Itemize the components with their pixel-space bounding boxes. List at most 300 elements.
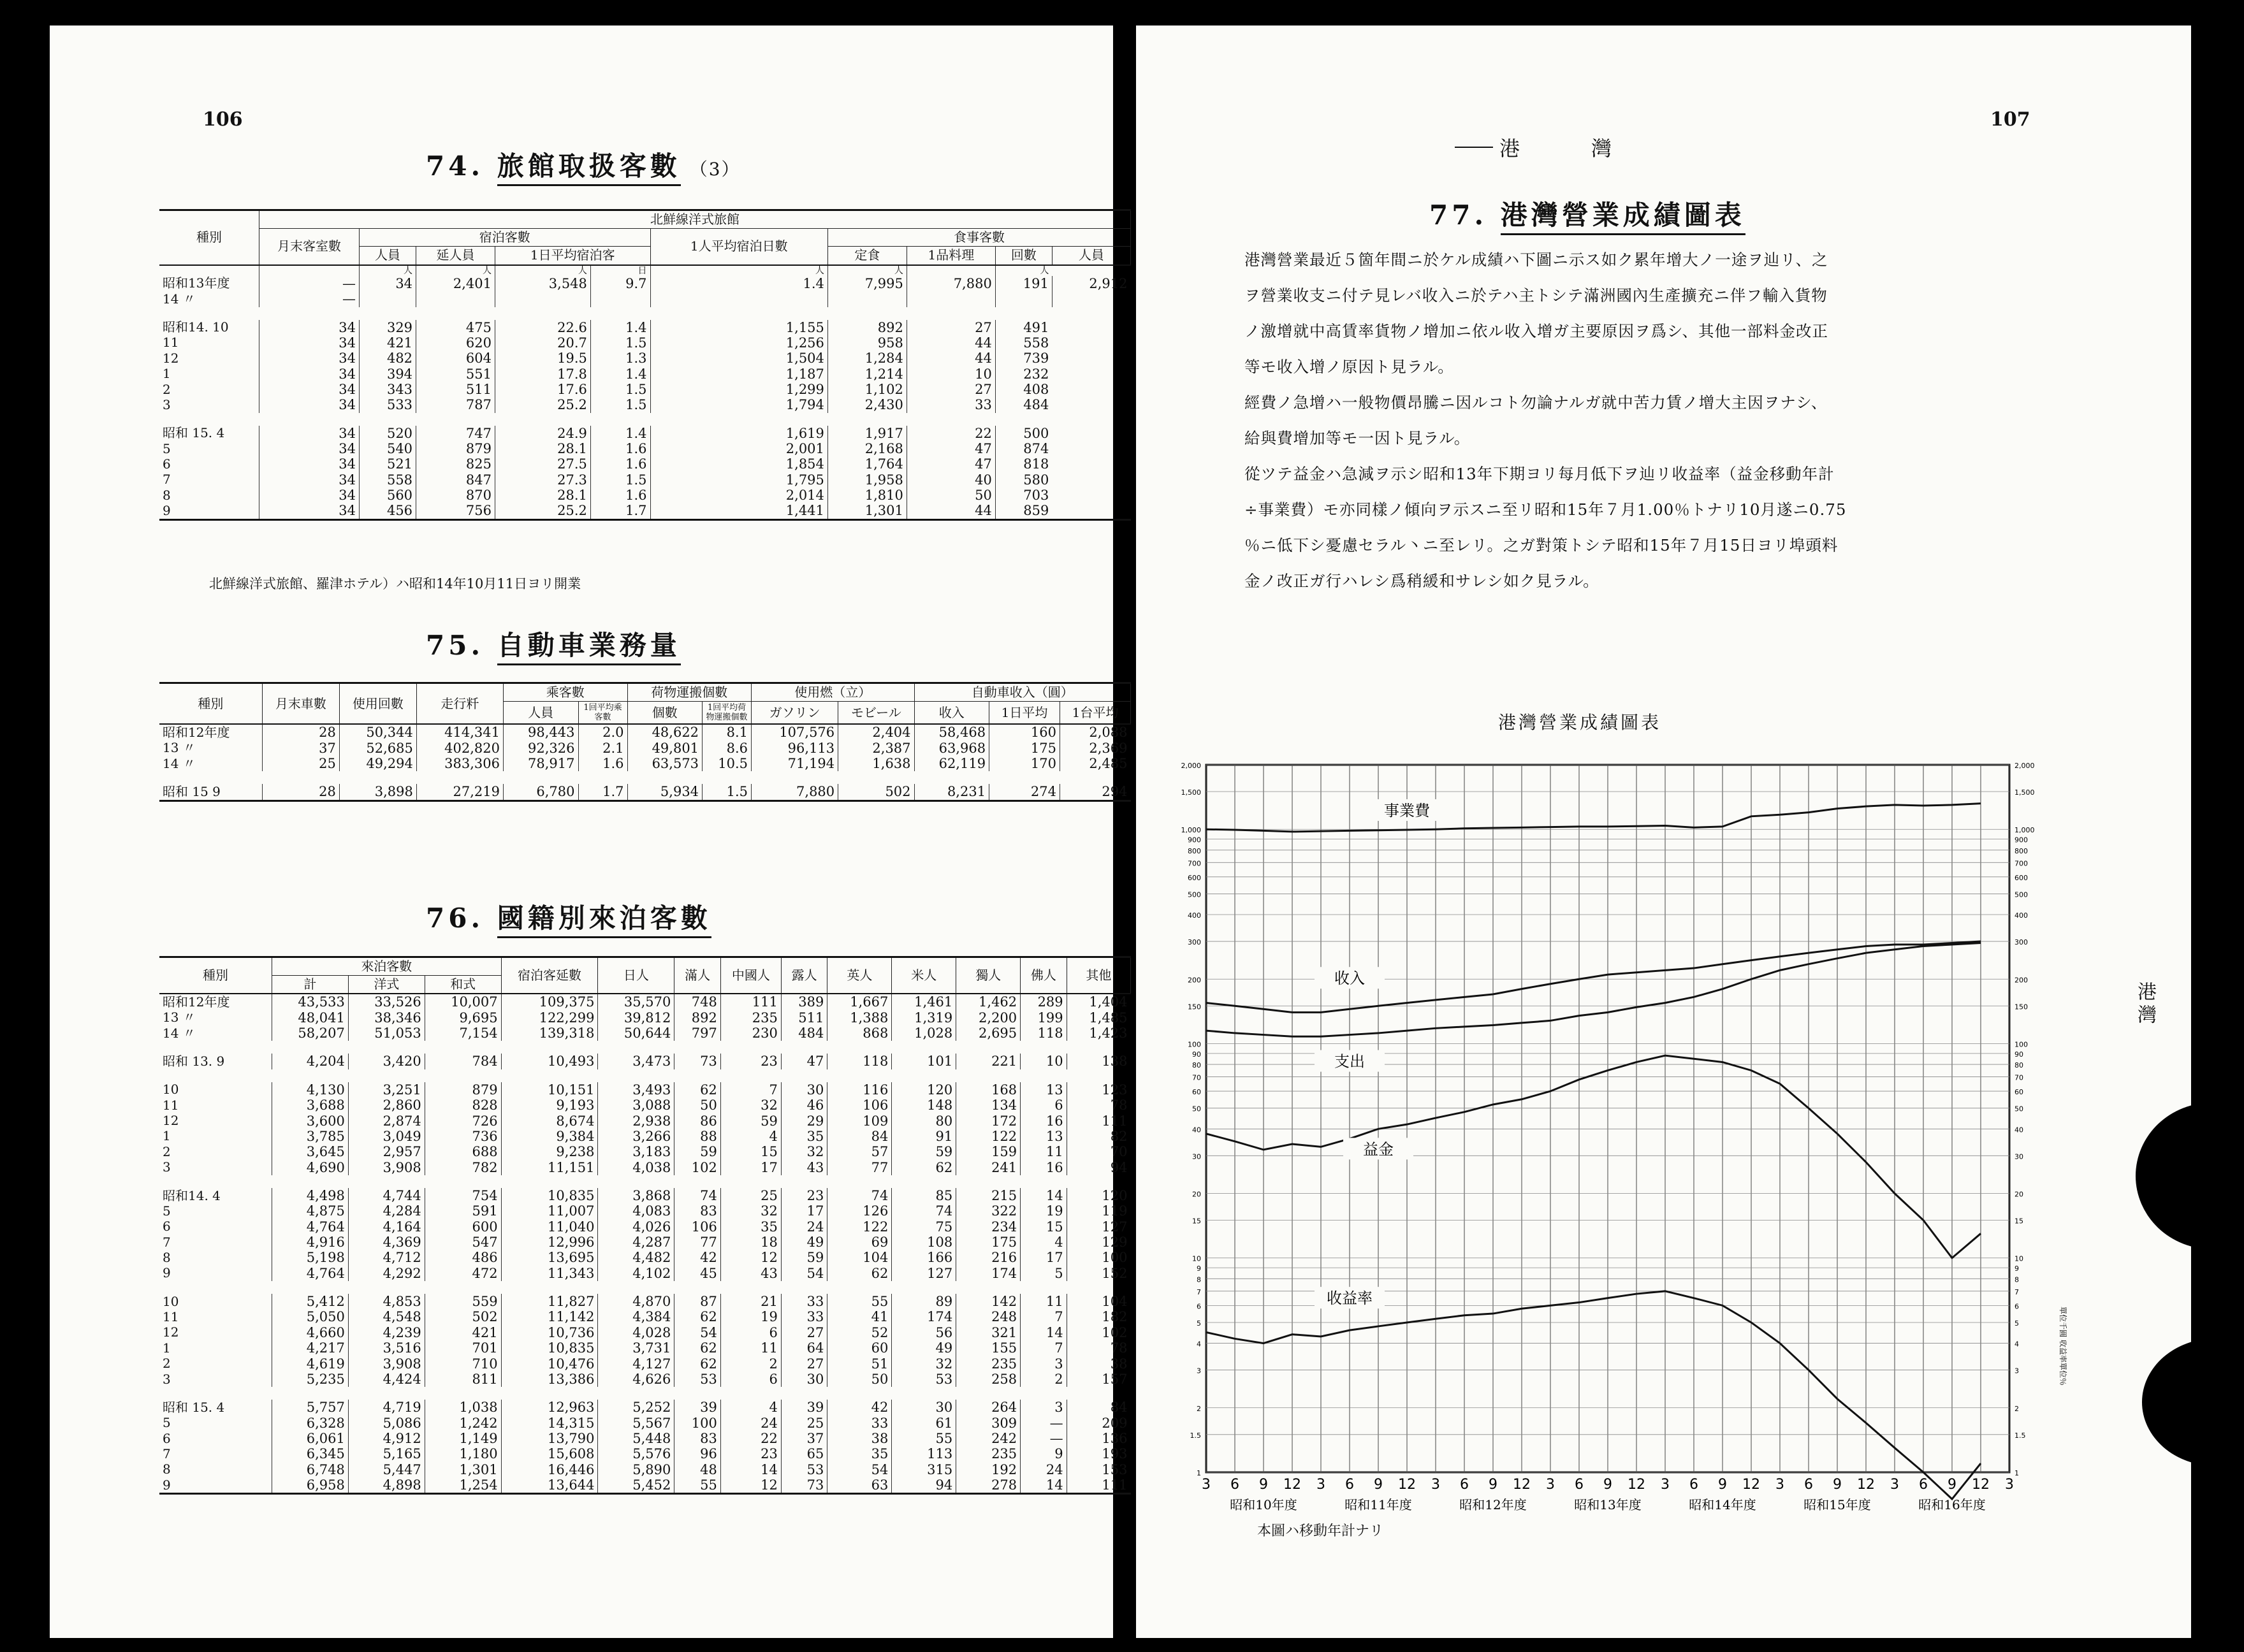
table-cell: 84 bbox=[827, 1129, 892, 1144]
table-cell: 59 bbox=[892, 1144, 956, 1159]
table-cell: 4,287 bbox=[598, 1235, 674, 1250]
t75-h-pass-n: 人員 bbox=[503, 702, 578, 725]
table-row bbox=[159, 1188, 1131, 1203]
unit-cell: 人 bbox=[360, 265, 416, 276]
table-cell: 27 bbox=[781, 1325, 827, 1340]
table-cell: 4,239 bbox=[348, 1325, 425, 1340]
table-cell: 44 bbox=[907, 351, 995, 366]
table-cell: 2,001 bbox=[650, 441, 827, 456]
table-cell: 5,198 bbox=[272, 1250, 349, 1265]
table-cell: 104 bbox=[827, 1250, 892, 1265]
table-cell: 27 bbox=[907, 382, 995, 397]
table-cell: 159 bbox=[956, 1144, 1021, 1159]
table-cell: 39,812 bbox=[598, 1010, 674, 1025]
table-cell: 39 bbox=[674, 1400, 721, 1415]
table-cell: 73 bbox=[674, 1054, 721, 1069]
row-label: 12 bbox=[163, 350, 179, 366]
y-tick-right: 15 bbox=[2014, 1217, 2023, 1226]
table-cell: 116 bbox=[827, 1082, 892, 1098]
row-label: 5 bbox=[163, 440, 171, 456]
table-cell: 48,041 bbox=[272, 1010, 349, 1025]
page-number-right: 107 bbox=[1990, 108, 2030, 131]
table-cell: 74 bbox=[892, 1203, 956, 1219]
t74-h-avgdays: 1人平均宿泊日數 bbox=[650, 229, 827, 265]
y-tick-left: 30 bbox=[1192, 1152, 1201, 1161]
table-cell: 4,548 bbox=[348, 1309, 425, 1324]
table-cell: 9,193 bbox=[501, 1098, 598, 1113]
table-row bbox=[159, 1160, 1131, 1175]
table-cell: 101 bbox=[892, 1054, 956, 1069]
row-label: 3 bbox=[163, 1159, 171, 1175]
table-cell: 17 bbox=[781, 1203, 827, 1219]
table-cell: 10,835 bbox=[501, 1188, 598, 1203]
table-cell: 6 bbox=[1021, 1098, 1067, 1113]
table-cell: 160 bbox=[989, 724, 1060, 740]
table-cell: 7 bbox=[1021, 1340, 1067, 1356]
t76-h-col-6: 獨人 bbox=[956, 957, 1021, 994]
table-cell: 62 bbox=[674, 1340, 721, 1356]
unit-cell bbox=[907, 265, 995, 276]
table-cell: 5,447 bbox=[348, 1462, 425, 1477]
table-cell: 4,164 bbox=[348, 1219, 425, 1235]
table-cell: 193 bbox=[1067, 1446, 1130, 1461]
t74-h-rooms: 月末客室數 bbox=[259, 229, 360, 265]
x-tick-label: 6 bbox=[1230, 1477, 1239, 1493]
chart-title: 港灣營業成績圖表 bbox=[1498, 712, 1662, 733]
chart-77 bbox=[1136, 733, 2191, 1568]
table-row bbox=[159, 503, 1131, 519]
t76-h-japanese: 和式 bbox=[425, 976, 501, 994]
y-tick-left: 7 bbox=[1197, 1287, 1201, 1296]
table-cell: 500 bbox=[995, 426, 1052, 441]
table-cell: 540 bbox=[360, 441, 416, 456]
table-cell: 4,626 bbox=[598, 1372, 674, 1387]
table-cell: — bbox=[259, 276, 360, 291]
table-cell: 1,214 bbox=[827, 366, 907, 382]
t76-h-col-0: 日人 bbox=[598, 957, 674, 994]
table-cell: 11,142 bbox=[501, 1309, 598, 1324]
table-cell: 120 bbox=[1067, 1188, 1130, 1203]
table-cell: 34 bbox=[259, 441, 360, 456]
table-cell: 2,200 bbox=[956, 1010, 1021, 1025]
table-cell: 5,412 bbox=[272, 1294, 349, 1309]
y-tick-right: 300 bbox=[2014, 938, 2028, 947]
x-tick-label: 12 bbox=[1857, 1477, 1875, 1493]
table-cell: 1.4 bbox=[590, 366, 650, 382]
table-cell: 475 bbox=[416, 320, 495, 335]
table-cell: 13,695 bbox=[501, 1250, 598, 1265]
y-tick-left: 300 bbox=[1188, 938, 1201, 947]
table-cell: 27,219 bbox=[416, 784, 503, 801]
x-tick-label: 6 bbox=[1575, 1477, 1584, 1493]
section-number-75: 75. bbox=[426, 630, 484, 661]
table-cell: 818 bbox=[995, 456, 1052, 472]
table-cell: 248 bbox=[956, 1309, 1021, 1324]
table-cell: 58,468 bbox=[914, 724, 989, 740]
y-tick-right: 4 bbox=[2014, 1340, 2019, 1349]
table-cell: 34 bbox=[259, 426, 360, 441]
table-cell: 54 bbox=[827, 1462, 892, 1477]
table-cell: 2,485 bbox=[1060, 756, 1130, 771]
table-cell: 172 bbox=[956, 1113, 1021, 1129]
row-label: 9 bbox=[163, 503, 171, 519]
table-row bbox=[159, 1219, 1131, 1235]
table-cell: 75 bbox=[892, 1219, 956, 1235]
table-cell: 64 bbox=[781, 1340, 827, 1356]
table-cell bbox=[416, 291, 495, 307]
table-row bbox=[159, 472, 1131, 488]
table-cell: 83 bbox=[674, 1203, 721, 1219]
y-tick-right: 80 bbox=[2014, 1061, 2023, 1070]
x-tick-label: 9 bbox=[1718, 1477, 1727, 1493]
table-row bbox=[159, 1129, 1131, 1144]
table-cell: 1,667 bbox=[827, 994, 892, 1010]
table-row bbox=[159, 366, 1131, 382]
table-cell: 58,207 bbox=[272, 1025, 349, 1041]
title-74 bbox=[426, 145, 741, 184]
row-label: 5 bbox=[163, 1415, 171, 1431]
table-cell: 1,619 bbox=[650, 426, 827, 441]
series-label: 事業費 bbox=[1384, 801, 1430, 820]
row-label: 7 bbox=[163, 1446, 171, 1461]
table-cell: 27 bbox=[907, 320, 995, 335]
table-cell: 4,369 bbox=[348, 1235, 425, 1250]
table-cell: 139,318 bbox=[501, 1025, 598, 1041]
series-label: 收益率 bbox=[1327, 1289, 1373, 1308]
row-label: 11 bbox=[163, 1097, 179, 1113]
row-label: 7 bbox=[163, 472, 171, 488]
table-cell: 113 bbox=[892, 1446, 956, 1461]
table-cell: 3,473 bbox=[598, 1054, 674, 1069]
y-tick-right: 40 bbox=[2014, 1126, 2023, 1134]
table-cell: 2,387 bbox=[838, 741, 914, 756]
table-cell: 4,853 bbox=[348, 1294, 425, 1309]
table-row bbox=[159, 1203, 1131, 1219]
unit-cell: 人 bbox=[827, 265, 907, 276]
table-cell: 1,423 bbox=[1067, 1025, 1130, 1041]
table-cell: 1.6 bbox=[590, 441, 650, 456]
table-cell: 456 bbox=[360, 503, 416, 519]
t76-h-col-3: 露人 bbox=[781, 957, 827, 994]
table-cell: 192 bbox=[956, 1462, 1021, 1477]
table-cell: 49 bbox=[781, 1235, 827, 1250]
table-cell: 1,299 bbox=[650, 382, 827, 397]
table-cell: 1.5 bbox=[590, 397, 650, 412]
table-cell: 142 bbox=[956, 1294, 1021, 1309]
table-cell: 91 bbox=[892, 1129, 956, 1144]
table-cell: 1,319 bbox=[892, 1010, 956, 1025]
y-tick-left: 2,000 bbox=[1181, 762, 1201, 770]
table-cell: 25.2 bbox=[495, 503, 591, 519]
y-tick-left: 1,000 bbox=[1181, 826, 1201, 835]
table-cell: 4,482 bbox=[598, 1250, 674, 1265]
table-cell: 61 bbox=[892, 1416, 956, 1431]
x-tick-label: 12 bbox=[1972, 1477, 1990, 1493]
table-cell: 50 bbox=[674, 1098, 721, 1113]
table-cell: 209 bbox=[1067, 1416, 1130, 1431]
para-line: 經費ノ急增ハ一般物價昂騰ニ因ルコト勿論ナルガ就中苦力賃ノ增大主因ヲナシ、 bbox=[1244, 393, 1828, 412]
table-cell: 1,254 bbox=[425, 1477, 501, 1494]
section-part-74: （3） bbox=[689, 159, 741, 180]
table-row bbox=[159, 1098, 1131, 1113]
table-cell: 414,341 bbox=[416, 724, 503, 740]
table-cell: 11 bbox=[720, 1340, 781, 1356]
table-cell: 118 bbox=[827, 1054, 892, 1069]
table-cell: 38 bbox=[1067, 1356, 1130, 1372]
table-cell: 47 bbox=[907, 441, 995, 456]
x-tick-label: 9 bbox=[1603, 1477, 1612, 1493]
t75-body bbox=[159, 724, 1131, 801]
t74-h-set: 定食 bbox=[827, 247, 907, 265]
table-cell: 4 bbox=[720, 1400, 781, 1415]
table-cell: 3 bbox=[1021, 1356, 1067, 1372]
y-tick-right: 700 bbox=[2014, 859, 2028, 868]
x-group-label: 昭和11年度 bbox=[1344, 1497, 1412, 1512]
table-cell: 94 bbox=[892, 1477, 956, 1494]
t76-h-total: 計 bbox=[272, 976, 349, 994]
table-row bbox=[159, 1294, 1131, 1309]
x-group-label: 昭和10年度 bbox=[1230, 1497, 1297, 1512]
y-tick-left: 800 bbox=[1188, 846, 1201, 855]
section-number-74: 74. bbox=[426, 150, 484, 182]
x-tick-label: 9 bbox=[1833, 1477, 1842, 1493]
table-cell: 787 bbox=[416, 397, 495, 412]
x-tick-label: 6 bbox=[1460, 1477, 1469, 1493]
table-cell: 1,441 bbox=[650, 503, 827, 519]
table-cell: 122 bbox=[956, 1129, 1021, 1144]
table-cell: 51 bbox=[827, 1356, 892, 1372]
para-line: 給與費增加等モ一因ト見ラル。 bbox=[1244, 429, 1471, 447]
table-cell: 19 bbox=[720, 1309, 781, 1324]
section-number-77: 77. bbox=[1429, 199, 1488, 231]
table-cell: 558 bbox=[995, 335, 1052, 351]
x-tick-label: 9 bbox=[1259, 1477, 1268, 1493]
table-cell bbox=[360, 291, 416, 307]
table-cell: 4,916 bbox=[272, 1235, 349, 1250]
table-cell: 491 bbox=[995, 320, 1052, 335]
table-cell: 5,452 bbox=[598, 1477, 674, 1494]
table-cell: 559 bbox=[425, 1294, 501, 1309]
unit-cell: 人 bbox=[650, 265, 827, 276]
table-cell: 34 bbox=[259, 397, 360, 412]
table-cell: 321 bbox=[956, 1325, 1021, 1340]
y-tick-right: 100 bbox=[2014, 1040, 2028, 1049]
table-cell: 148 bbox=[892, 1098, 956, 1113]
row-label: 7 bbox=[163, 1234, 171, 1250]
t74-h-bq-times: 回數 bbox=[995, 247, 1052, 265]
table-cell: 62 bbox=[674, 1309, 721, 1324]
table-cell: 6,328 bbox=[272, 1416, 349, 1431]
table-cell: 4,619 bbox=[272, 1356, 349, 1372]
table-cell: 33 bbox=[781, 1309, 827, 1324]
table-cell: 4,102 bbox=[598, 1266, 674, 1281]
table-cell: 4,127 bbox=[598, 1356, 674, 1372]
x-tick-label: 3 bbox=[1316, 1477, 1325, 1493]
table-cell: 3,908 bbox=[348, 1356, 425, 1372]
table-row bbox=[159, 724, 1131, 740]
y-tick-right: 1,000 bbox=[2014, 826, 2035, 835]
series-line-0 bbox=[1206, 801, 1981, 832]
table-cell: 25.2 bbox=[495, 397, 591, 412]
table-cell: 1.5 bbox=[590, 382, 650, 397]
row-label: 8 bbox=[163, 487, 171, 503]
x-tick-label: 12 bbox=[1283, 1477, 1301, 1493]
para-line: ÷事業費）モ亦同樣ノ傾向ヲ示スニ至リ昭和15年７月1.00％トナリ10月遂ニ0.75 bbox=[1244, 500, 1847, 519]
table-cell: 19.5 bbox=[495, 351, 591, 366]
table-cell bbox=[1052, 291, 1130, 307]
table-cell: 472 bbox=[425, 1266, 501, 1281]
table-cell bbox=[827, 291, 907, 307]
table-cell: 35 bbox=[827, 1446, 892, 1461]
table-cell: 2,912 bbox=[1052, 276, 1130, 291]
table-cell: 34 bbox=[259, 456, 360, 472]
row-label: 8 bbox=[163, 1249, 171, 1265]
table-cell: 1.4 bbox=[650, 276, 827, 291]
table-cell: 44 bbox=[907, 503, 995, 519]
table-cell: 53 bbox=[674, 1372, 721, 1387]
table-cell: 98,443 bbox=[503, 724, 578, 740]
y-tick-left: 100 bbox=[1188, 1040, 1201, 1049]
table-row bbox=[159, 335, 1131, 351]
table-cell: 6,345 bbox=[272, 1446, 349, 1461]
table-cell: 1,795 bbox=[650, 472, 827, 488]
table-cell: 1,256 bbox=[650, 335, 827, 351]
table-cell: 107,576 bbox=[752, 724, 838, 740]
table-cell: 168 bbox=[956, 1082, 1021, 1098]
y-tick-left: 600 bbox=[1188, 873, 1201, 882]
table-cell: 32 bbox=[781, 1144, 827, 1159]
table-cell: 3,785 bbox=[272, 1129, 349, 1144]
table-cell: 15 bbox=[720, 1144, 781, 1159]
table-cell: 1.5 bbox=[703, 784, 752, 801]
table-cell: 33,526 bbox=[348, 994, 425, 1010]
table-cell: 739 bbox=[995, 351, 1052, 366]
spacer-row bbox=[159, 1387, 1131, 1400]
y-tick-left: 1,500 bbox=[1181, 788, 1201, 797]
row-label: 14 〃 bbox=[163, 755, 196, 771]
table-cell: 27.3 bbox=[495, 472, 591, 488]
table-cell: 65 bbox=[781, 1446, 827, 1461]
y-tick-left: 1.5 bbox=[1190, 1431, 1201, 1440]
table-cell: 32 bbox=[720, 1203, 781, 1219]
table-cell: 3,266 bbox=[598, 1129, 674, 1144]
table-cell: 551 bbox=[416, 366, 495, 382]
table-cell: 3,548 bbox=[495, 276, 591, 291]
table-cell: 1.6 bbox=[590, 488, 650, 503]
table-cell: 484 bbox=[995, 397, 1052, 412]
table-cell: 55 bbox=[674, 1477, 721, 1494]
table-cell: 600 bbox=[425, 1219, 501, 1235]
table-cell: 34 bbox=[259, 366, 360, 382]
table-cell: 42 bbox=[827, 1400, 892, 1415]
table-cell: 5,050 bbox=[272, 1309, 349, 1324]
t74-h-person-days: 延人員 bbox=[416, 247, 495, 265]
table-cell: 1.3 bbox=[590, 351, 650, 366]
y-tick-right: 70 bbox=[2014, 1073, 2023, 1082]
table-cell: 62,119 bbox=[914, 756, 989, 771]
table-cell: 4,204 bbox=[272, 1054, 349, 1069]
table-cell: 289 bbox=[1021, 994, 1067, 1010]
series-label: 收入 bbox=[1334, 969, 1365, 988]
table-cell: 28 bbox=[262, 784, 339, 801]
y-tick-left: 1 bbox=[1197, 1469, 1201, 1477]
table-cell: 710 bbox=[425, 1356, 501, 1372]
table-cell: 9 bbox=[1021, 1446, 1067, 1461]
y-tick-right: 800 bbox=[2014, 846, 2028, 855]
table-cell: 1,155 bbox=[650, 320, 827, 335]
table-cell: 20.7 bbox=[495, 335, 591, 351]
table-cell: 533 bbox=[360, 397, 416, 412]
table-row bbox=[159, 291, 1131, 307]
table-row bbox=[159, 1477, 1131, 1494]
table-cell: 7,154 bbox=[425, 1025, 501, 1041]
table-cell: 958 bbox=[827, 335, 907, 351]
table-cell: 17.6 bbox=[495, 382, 591, 397]
t76-h-stub: 種別 bbox=[159, 957, 272, 994]
table-cell: 127 bbox=[1067, 1219, 1130, 1235]
table-cell: 15,608 bbox=[501, 1446, 598, 1461]
table-cell: 8,674 bbox=[501, 1113, 598, 1129]
table-cell: 78,917 bbox=[503, 756, 578, 771]
table-cell: 241 bbox=[956, 1160, 1021, 1175]
table-cell: 12,963 bbox=[501, 1400, 598, 1415]
table-cell: 870 bbox=[416, 488, 495, 503]
y-tick-left: 3 bbox=[1197, 1366, 1201, 1375]
table-cell: 40 bbox=[907, 472, 995, 488]
x-tick-label: 3 bbox=[1661, 1477, 1670, 1493]
table-cell: 2,168 bbox=[827, 441, 907, 456]
t76-h-col-7: 佛人 bbox=[1021, 957, 1067, 994]
table-cell: — bbox=[1021, 1416, 1067, 1431]
row-label: 14 〃 bbox=[163, 291, 196, 307]
row-label: 1 bbox=[163, 366, 171, 382]
x-tick-label: 6 bbox=[1689, 1477, 1698, 1493]
table-cell: 62 bbox=[892, 1160, 956, 1175]
y-tick-right: 150 bbox=[2014, 1003, 2028, 1011]
table-cell: 4,898 bbox=[348, 1477, 425, 1494]
table-cell: 1,149 bbox=[425, 1431, 501, 1446]
table-cell: 34 bbox=[259, 351, 360, 366]
x-tick-label: 3 bbox=[1775, 1477, 1784, 1493]
table-cell: 136 bbox=[1067, 1431, 1130, 1446]
table-cell: — bbox=[1021, 1431, 1067, 1446]
table-cell: 63 bbox=[827, 1477, 892, 1494]
row-label: 昭和12年度 bbox=[163, 724, 230, 740]
y-tick-left: 70 bbox=[1192, 1073, 1201, 1082]
title-77 bbox=[1429, 194, 1745, 233]
x-tick-label: 9 bbox=[1374, 1477, 1383, 1493]
x-tick-label: 9 bbox=[1489, 1477, 1497, 1493]
row-label: 5 bbox=[163, 1203, 171, 1219]
table-cell: 1.4 bbox=[590, 320, 650, 335]
para-line: ％ニ低下シ憂慮セラル丶ニ至レリ。之ガ對策トシテ昭和15年７月15日ヨリ埠頭料 bbox=[1244, 536, 1839, 554]
table-cell: 122 bbox=[827, 1219, 892, 1235]
table-cell: 4,719 bbox=[348, 1400, 425, 1415]
table-cell: 8,231 bbox=[914, 784, 989, 801]
table-cell: 215 bbox=[956, 1188, 1021, 1203]
y-tick-right: 3 bbox=[2014, 1366, 2019, 1375]
table-cell: 38 bbox=[827, 1431, 892, 1446]
paragraph-77 bbox=[1244, 242, 1971, 599]
x-tick-label: 12 bbox=[1513, 1477, 1531, 1493]
y-tick-right: 600 bbox=[2014, 873, 2028, 882]
section-title-77: 港灣營業成績圖表 bbox=[1501, 199, 1745, 235]
table-cell: 50 bbox=[827, 1372, 892, 1387]
table-cell: 28.1 bbox=[495, 488, 591, 503]
table-cell: 748 bbox=[674, 994, 721, 1010]
table-cell: 9,695 bbox=[425, 1010, 501, 1025]
table-cell: 19 bbox=[1021, 1203, 1067, 1219]
